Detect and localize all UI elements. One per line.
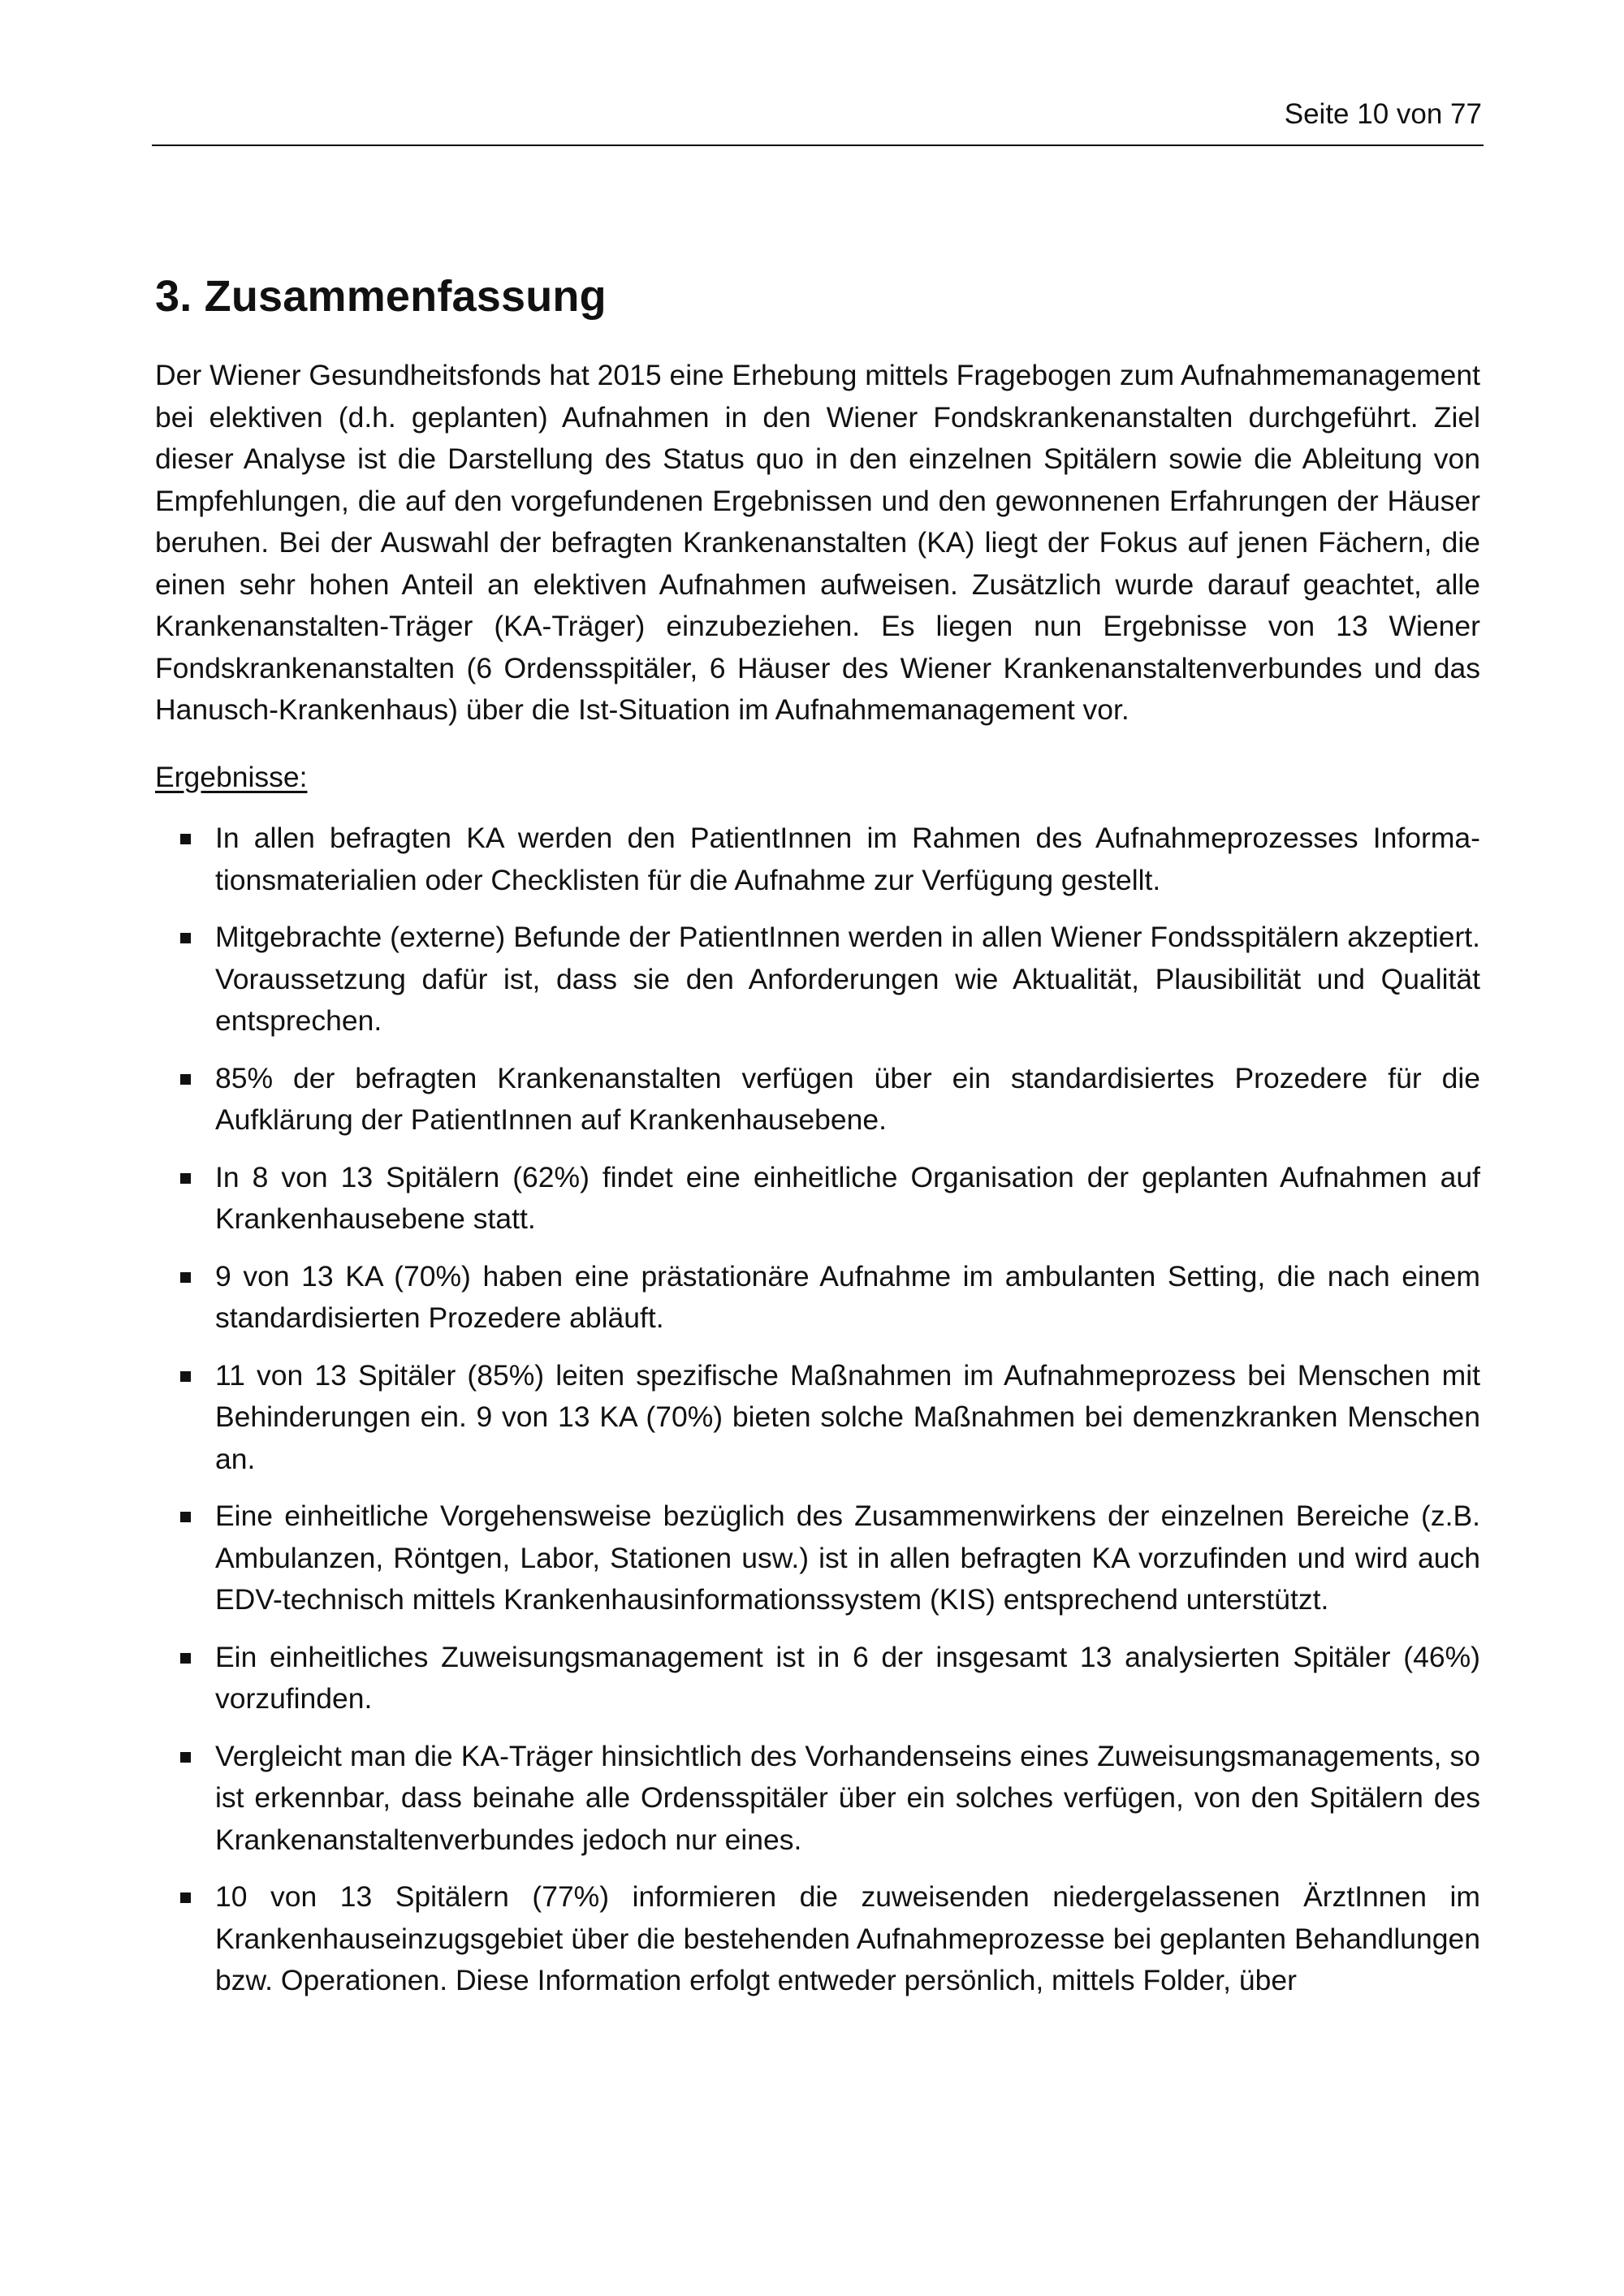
- list-item-text: Ein einheitliches Zuweisungsmanagement ist in 6 der insgesamt 13 analysierten Spitäler (46%) vorzufinden.: [215, 1640, 1480, 1715]
- bullet-icon: [180, 1173, 191, 1184]
- bullet-icon: [180, 1074, 191, 1085]
- list-item: [155, 1157, 1480, 1241]
- list-item-text: In 8 von 13 Spitälern (62%) findet eine einheitliche Organisation der geplanten Aufnahmen auf Krankenhausebene statt.: [215, 1160, 1480, 1235]
- bullet-icon: [180, 1653, 191, 1664]
- list-item-text: In allen befragten KA werden den PatientInnen im Rahmen des Aufnahmeprozesses Informationsmaterialien oder Checklisten für die Aufnahme zur Verfügung gestellt.: [215, 822, 1480, 896]
- bullet-icon: [180, 1371, 191, 1382]
- section-title: 3. Zusammenfassung: [155, 272, 607, 321]
- list-item: [155, 917, 1480, 1042]
- bullet-icon: [180, 834, 191, 844]
- intro-paragraph: Der Wiener Gesundheitsfonds hat 2015 eine Erhebung mittels Fragebogen zum Aufnahmemanagement bei elektiven (d.h. geplanten) Aufnahmen in den Wiener Fondskrankenanstalten durchgeführt. Ziel dieser Analyse ist die Darstellung des Status quo in den einzelnen Spitälern sowie die Ableitung von Empfehlungen, die auf den vorgefundenen Ergebnissen und den gewonnenen Erfahrungen der Häuser beruhen. Bei der Auswahl der befragten Krankenanstalten (KA) liegt der Fokus auf jenen Fächern, die einen sehr hohen Anteil an elektiven Aufnahmen aufweisen. Zusätzlich wurde darauf geachtet, alle Krankenanstalten-Träger (KA-Träger) einzubeziehen. Es liegen nun Ergebnisse von 13 Wiener Fondskrankenanstalten (6 Ordensspitäler, 6 Häuser des Wiener Krankenanstaltenverbundes und das Hanusch-Krankenhaus) über die Ist-Situation im Aufnahmemanagement vor.: [155, 359, 1481, 726]
- bullet-icon: [180, 1892, 191, 1903]
- list-item: [155, 1495, 1480, 1621]
- list-item-text: Mitgebrachte (externe) Befunde der PatientInnen werden in allen Wiener Fondsspitälern akzeptiert. Voraussetzung dafür ist, dass sie den Anforderungen wie Aktualität, Plausibilität und Qualität entsprechen.: [215, 921, 1480, 1037]
- list-item-text: 11 von 13 Spitäler (85%) leiten spezifische Maßnahmen im Aufnahmeprozess bei Menschen mit Behinderungen ein. 9 von 13 KA (70%) bieten solche Maßnahmen bei demenzkranken Menschen an.: [215, 1358, 1480, 1475]
- page-content: [155, 268, 1480, 2018]
- results-label: Ergebnisse:: [155, 760, 308, 793]
- list-item: [155, 1876, 1480, 2002]
- list-item-text: 10 von 13 Spitälern (77%) informieren die zuweisenden niedergelassenen ÄrztInnen im Krankenhauseinzugsgebiet über die bestehenden Aufnahmeprozesse bei geplanten Behandlungen bzw. Operationen. Diese Information erfolgt entweder persönlich, mittels Folder, über: [215, 1880, 1480, 1996]
- list-item: [155, 1355, 1480, 1481]
- list-item: [155, 818, 1480, 901]
- bullet-icon: [180, 1272, 191, 1283]
- list-item: [155, 1736, 1480, 1862]
- bullet-icon: [180, 1512, 191, 1522]
- list-item: [155, 1058, 1480, 1142]
- list-item-text: 85% der befragten Krankenanstalten verfügen über ein standardisiertes Prozedere für die Aufklärung der PatientInnen auf Krankenhausebene.: [215, 1061, 1480, 1136]
- list-item-text: 9 von 13 KA (70%) haben eine prästationäre Aufnahme im ambulanten Setting, die nach einem standardisierten Prozedere abläuft.: [215, 1259, 1480, 1334]
- page-header: [152, 96, 1484, 146]
- bullet-icon: [180, 1752, 191, 1763]
- results-list: [155, 818, 1480, 2002]
- list-item-text: Eine einheitliche Vorgehensweise bezüglich des Zusammenwirkens der einzelnen Bereiche (z.B. Ambulanzen, Röntgen, Labor, Stationen usw.) ist in allen befragten KA vorzufinden und wird auch EDV-technisch mittels Krankenhausinformationssystem (KIS) entsprechend unterstützt.: [215, 1500, 1480, 1616]
- page-number: Seite 10 von 77: [1284, 98, 1482, 130]
- bullet-icon: [180, 933, 191, 943]
- list-item: [155, 1637, 1480, 1720]
- list-item-text: Vergleicht man die KA-Träger hinsichtlich des Vorhandenseins eines Zuweisungsmanagements, so ist erkennbar, dass beinahe alle Ordensspitäler über ein solches verfügen, von den Spitälern des Krankenanstaltenverbundes jedoch nur eines.: [215, 1739, 1480, 1856]
- list-item: [155, 1256, 1480, 1340]
